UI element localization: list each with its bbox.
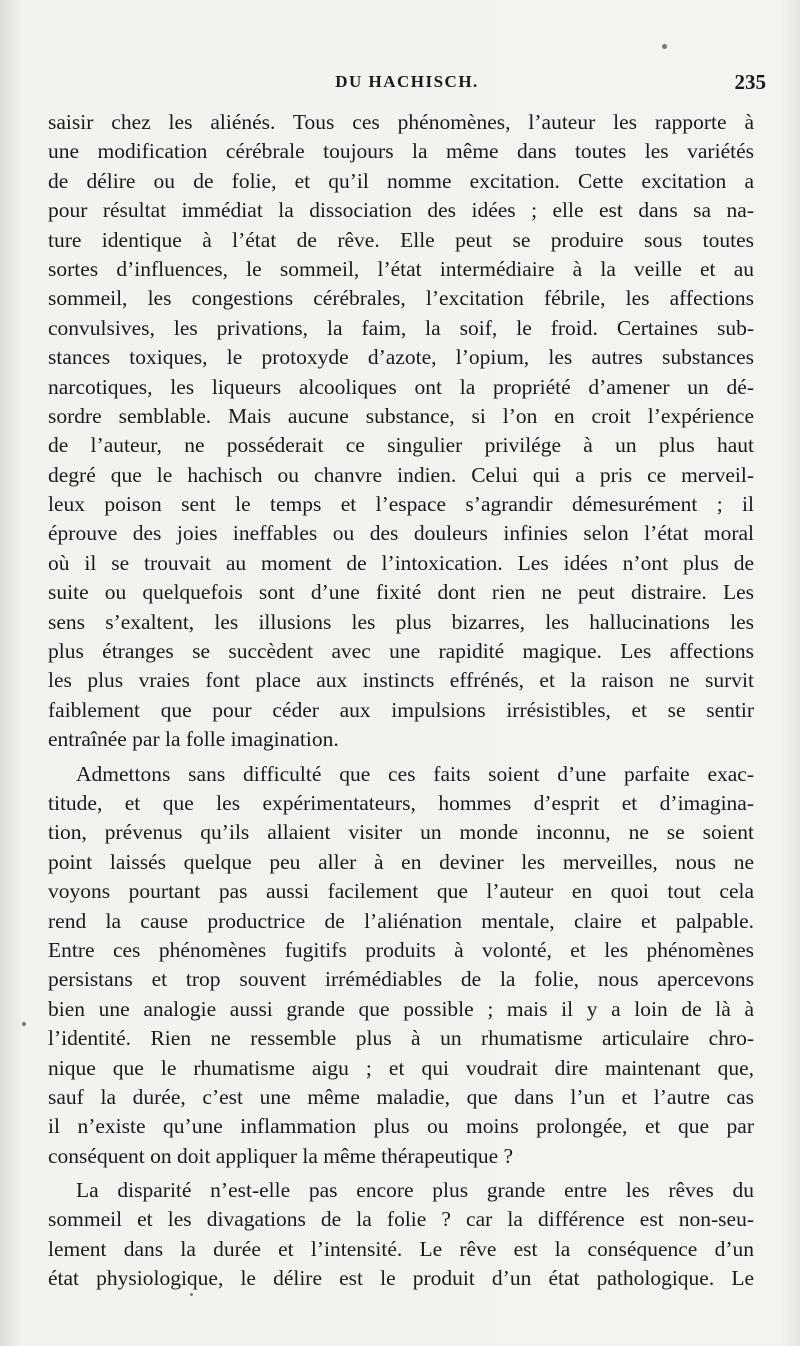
text-line: bien une analogie aussi grande que possible ; mais il y a loin de là à (48, 996, 754, 1021)
text-line: conséquent on doit appliquer la même thérapeutique ? (48, 1143, 514, 1168)
paper-speck (190, 1293, 193, 1296)
text-line: il n’existe qu’une inflammation plus ou moins prolongée, et que par (48, 1114, 754, 1139)
paragraph (48, 1176, 754, 1294)
text-line: sauf la durée, c’est une même maladie, que dans l’un et l’autre cas (48, 1084, 754, 1109)
text-line: leux poison sent le temps et l’espace s’agrandir démesurément ; il (48, 492, 754, 517)
text-line: Entre ces phénomènes fugitifs produits à volonté, et les phénomènes (48, 937, 754, 962)
paper-speck (662, 44, 667, 49)
text-line: suite ou quelquefois sont d’une fixité dont rien ne peut distraire. Les (48, 580, 754, 605)
text-line: persistans et trop souvent irrémédiables de la folie, nous apercevons (48, 967, 754, 992)
text-line: ture identique à l’état de rêve. Elle peut se produire sous toutes (48, 227, 754, 252)
body-text (48, 108, 754, 1294)
text-line: état physiologique, le délire est le produit d’un état pathologique. Le (48, 1266, 754, 1291)
text-line: degré que le hachisch ou chanvre indien. Celui qui a pris ce merveil- (48, 462, 754, 487)
text-line: plus étranges se succèdent avec une rapidité magique. Les affections (48, 639, 754, 664)
text-line: sordre semblable. Mais aucune substance, si l’on en croit l’expérience (48, 403, 754, 428)
text-line: où il se trouvait au moment de l’intoxication. Les idées n’ont plus de (48, 550, 754, 575)
page-number: 235 (734, 70, 766, 94)
text-line: éprouve des joies ineffables ou des douleurs infinies selon l’état moral (48, 521, 754, 546)
text-line: faiblement que pour céder aux impulsions irrésistibles, et se sentir (48, 697, 754, 722)
text-line: rend la cause productrice de l’aliénation mentale, claire et palpable. (48, 908, 754, 933)
text-line: sommeil, les congestions cérébrales, l’excitation fébrile, les affections (48, 286, 754, 311)
paper-speck (22, 1022, 26, 1026)
text-line: sommeil et les divagations de la folie ? car la différence est non-seu- (48, 1207, 754, 1232)
running-title: DU HACHISCH. (335, 72, 479, 91)
text-line: nique que le rhumatisme aigu ; et qui voudrait dire maintenant que, (48, 1055, 754, 1080)
paragraph (48, 108, 754, 755)
paragraph (48, 760, 754, 1171)
text-line: entraînée par la folle imagination. (48, 727, 339, 752)
text-line: sens s’exaltent, les illusions les plus bizarres, les hallucinations les (48, 609, 754, 634)
text-line: de délire ou de folie, et qu’il nomme excitation. Cette excitation a (48, 168, 754, 193)
text-line: l’identité. Rien ne ressemble plus à un rhumatisme articulaire chro- (48, 1026, 754, 1051)
text-line: les plus vraies font place aux instincts effrénés, et la raison ne survit (48, 668, 754, 693)
text-line: une modification cérébrale toujours la même dans toutes les variétés (48, 139, 754, 164)
text-line: stances toxiques, le protoxyde d’azote, l’opium, les autres substances (48, 345, 754, 370)
text-line: point laissés quelque peu aller à en deviner les merveilles, nous ne (48, 849, 754, 874)
text-line: convulsives, les privations, la faim, la soif, le froid. Certaines sub- (48, 315, 754, 340)
text-line: sortes d’influences, le sommeil, l’état intermédiaire à la veille et au (48, 256, 754, 281)
text-line: narcotiques, les liqueurs alcooliques ont la propriété d’amener un dé- (48, 374, 754, 399)
text-line: voyons pourtant pas aussi facilement que l’auteur en quoi tout cela (48, 879, 754, 904)
text-line: La disparité n’est-elle pas encore plus grande entre les rêves du (76, 1178, 754, 1203)
page-header (48, 72, 766, 102)
text-line: Admettons sans difficulté que ces faits soient d’une parfaite exac- (76, 761, 754, 786)
text-line: de l’auteur, ne posséderait ce singulier privilége à un plus haut (48, 433, 754, 458)
text-line: saisir chez les aliénés. Tous ces phénomènes, l’auteur les rapporte à (48, 110, 754, 134)
text-line: titude, et que les expérimentateurs, hommes d’esprit et d’imagina- (48, 790, 754, 815)
text-line: lement dans la durée et l’intensité. Le rêve est la conséquence d’un (48, 1236, 754, 1261)
text-line: pour résultat immédiat la dissociation des idées ; elle est dans sa na- (48, 198, 754, 223)
text-line: tion, prévenus qu’ils allaient visiter un monde inconnu, ne se soient (48, 820, 754, 845)
